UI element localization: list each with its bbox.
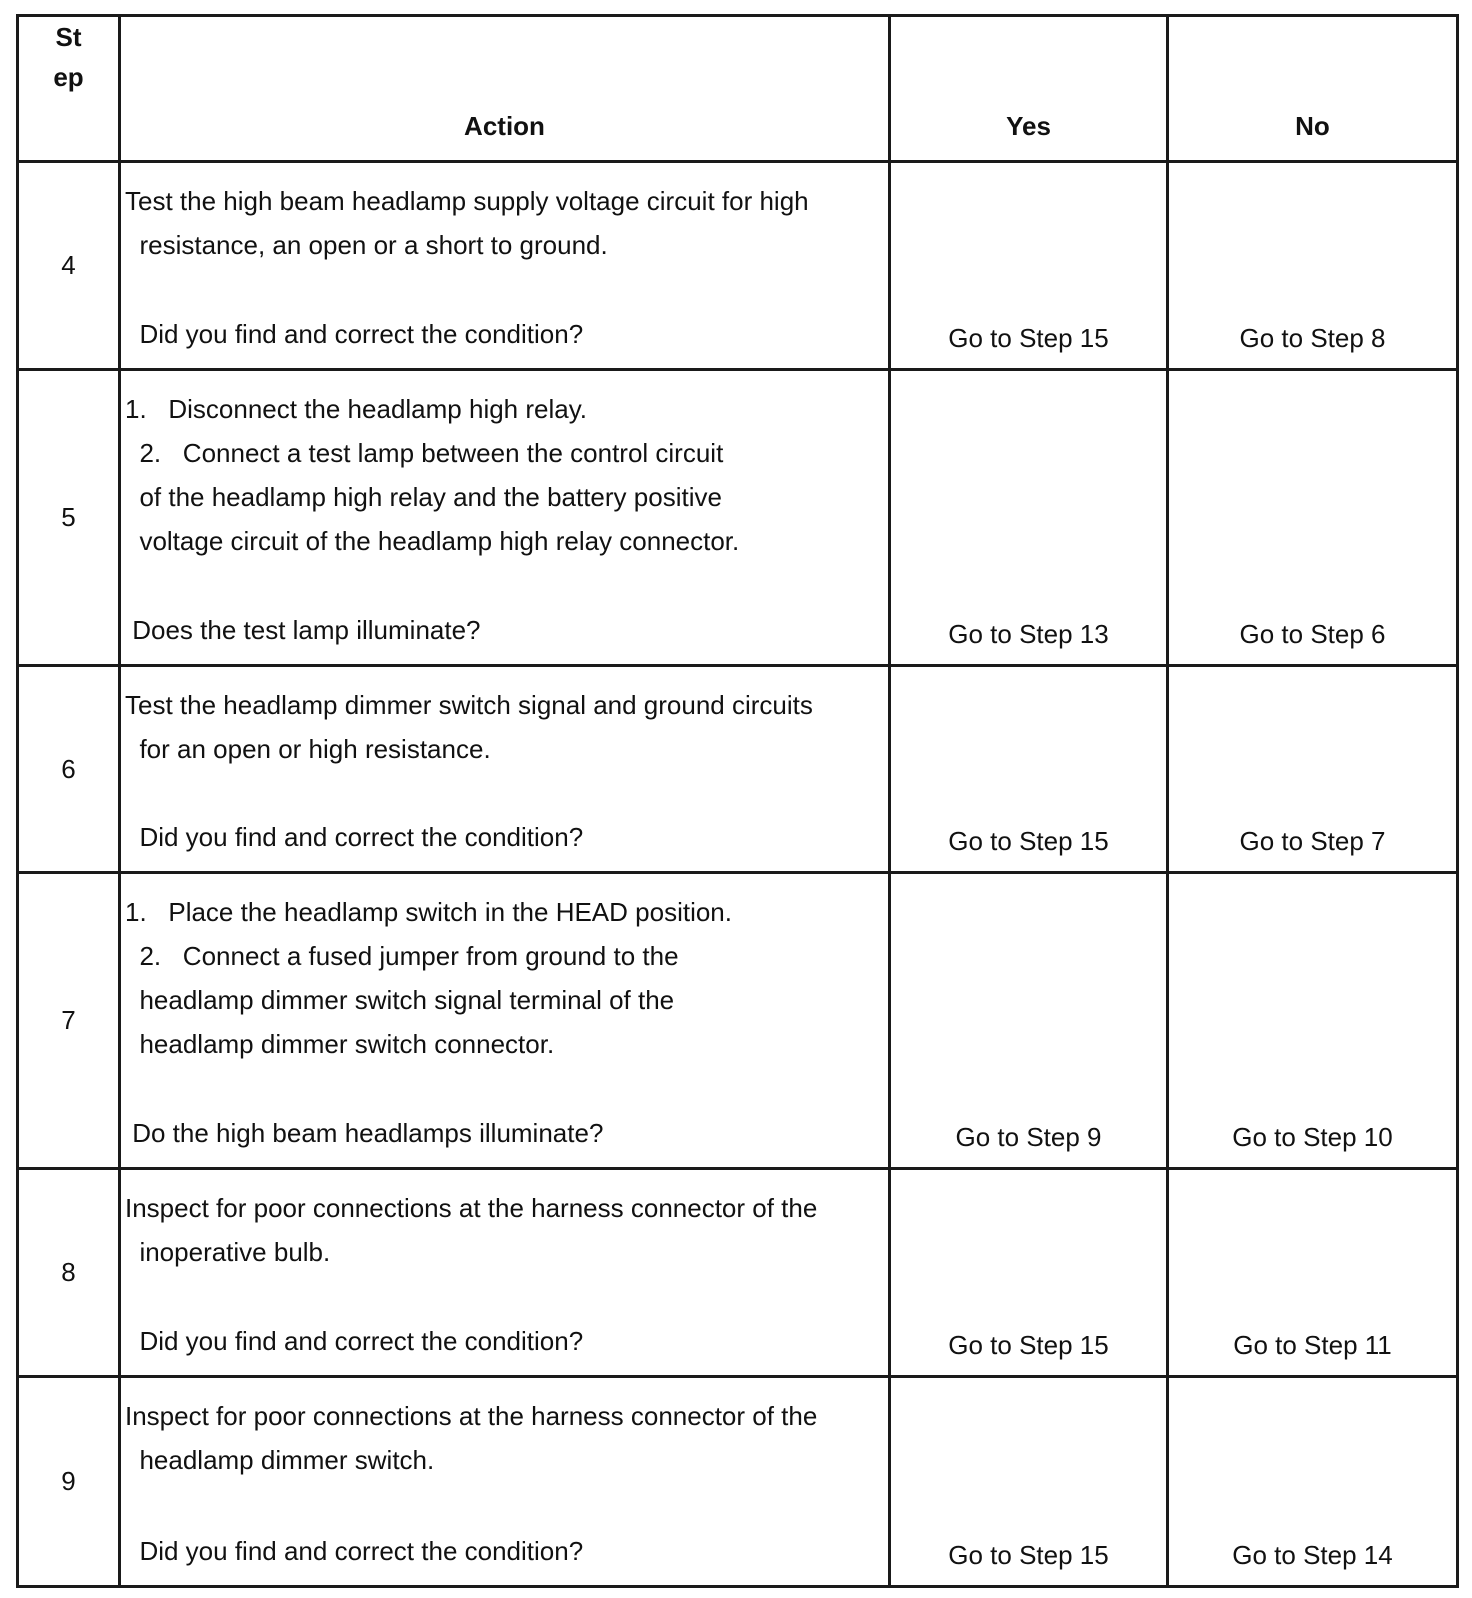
no-cell (1168, 1169, 1458, 1377)
action-question: Does the test lamp illuminate? (125, 614, 481, 645)
action-line: resistance, an open or a short to ground. (125, 230, 608, 260)
action-line: of the headlamp high relay and the battery positive (125, 481, 722, 512)
action-question: Did you find and correct the condition? (125, 1536, 584, 1566)
yes-cell (890, 162, 1168, 370)
table-row (18, 665, 1458, 873)
action-line: voltage circuit of the headlamp high relay connector. (125, 525, 740, 556)
action-cell (120, 665, 890, 873)
step-number: 5 (18, 369, 120, 665)
step-number: 6 (18, 665, 120, 873)
table-row (18, 162, 1458, 370)
action-line: 2. Connect a fused jumper from ground to the (125, 941, 679, 972)
yes-cell (890, 369, 1168, 665)
yes-result: Go to Step 15 (948, 322, 1109, 353)
table-row (18, 1169, 1458, 1377)
table-row (18, 369, 1458, 665)
no-cell (1168, 873, 1458, 1169)
action-cell (120, 873, 890, 1169)
action-instructions (125, 683, 880, 771)
action-line: Inspect for poor connections at the harness connector of the (125, 1193, 818, 1224)
step-number: 7 (18, 873, 120, 1169)
action-line: 1. Place the headlamp switch in the HEAD position. (125, 897, 732, 928)
yes-result: Go to Step 9 (955, 1122, 1102, 1153)
step-number: 8 (18, 1169, 120, 1377)
header-action: Action (120, 16, 890, 162)
yes-cell (890, 1377, 1168, 1587)
table-row (18, 873, 1458, 1169)
action-cell (120, 369, 890, 665)
action-line: Test the high beam headlamp supply voltage circuit for high (125, 186, 809, 216)
yes-result: Go to Step 15 (948, 1330, 1109, 1360)
yes-cell (890, 665, 1168, 873)
yes-cell (890, 873, 1168, 1169)
action-question: Did you find and correct the condition? (125, 1326, 584, 1356)
action-cell (120, 1169, 890, 1377)
header-row (18, 16, 1458, 162)
no-cell (1168, 162, 1458, 370)
action-line: headlamp dimmer switch connector. (125, 1029, 555, 1060)
yes-cell (890, 1169, 1168, 1377)
yes-result: Go to Step 13 (948, 618, 1109, 649)
action-line: Test the headlamp dimmer switch signal and ground circuits (125, 689, 813, 720)
header-step-line2: ep (53, 62, 84, 92)
action-cell (120, 162, 890, 370)
header-step (18, 16, 120, 162)
action-line: 1. Disconnect the headlamp high relay. (125, 393, 588, 424)
header-step-line1: St (55, 22, 82, 52)
action-instructions (125, 179, 880, 267)
step-number: 9 (18, 1377, 120, 1587)
action-instructions (125, 387, 880, 563)
action-cell (120, 1377, 890, 1587)
no-cell (1168, 1377, 1458, 1587)
no-result: Go to Step 10 (1232, 1122, 1393, 1153)
no-cell (1168, 369, 1458, 665)
action-question: Do the high beam headlamps illuminate? (125, 1118, 604, 1149)
action-line: 2. Connect a test lamp between the control circuit (125, 437, 724, 468)
action-question: Did you find and correct the condition? (125, 822, 584, 853)
action-line: inoperative bulb. (125, 1237, 331, 1268)
action-instructions (125, 1186, 880, 1274)
action-question: Did you find and correct the condition? (125, 318, 584, 349)
action-line: headlamp dimmer switch. (125, 1445, 435, 1475)
header-no: No (1168, 16, 1458, 162)
step-number: 4 (18, 162, 120, 370)
header-yes: Yes (890, 16, 1168, 162)
action-instructions (125, 1394, 880, 1482)
action-line: Inspect for poor connections at the harness connector of the (125, 1401, 818, 1431)
no-result: Go to Step 14 (1232, 1540, 1393, 1570)
action-line: headlamp dimmer switch signal terminal of the (125, 985, 675, 1016)
no-result: Go to Step 8 (1239, 322, 1386, 353)
no-result: Go to Step 7 (1239, 826, 1386, 857)
yes-result: Go to Step 15 (948, 826, 1109, 857)
action-line: for an open or high resistance. (125, 733, 491, 764)
action-instructions (125, 890, 880, 1066)
table-row (18, 1377, 1458, 1587)
no-result: Go to Step 11 (1233, 1330, 1392, 1360)
no-cell (1168, 665, 1458, 873)
no-result: Go to Step 6 (1239, 618, 1386, 649)
yes-result: Go to Step 15 (948, 1540, 1109, 1570)
diagnostic-table (16, 14, 1459, 1588)
